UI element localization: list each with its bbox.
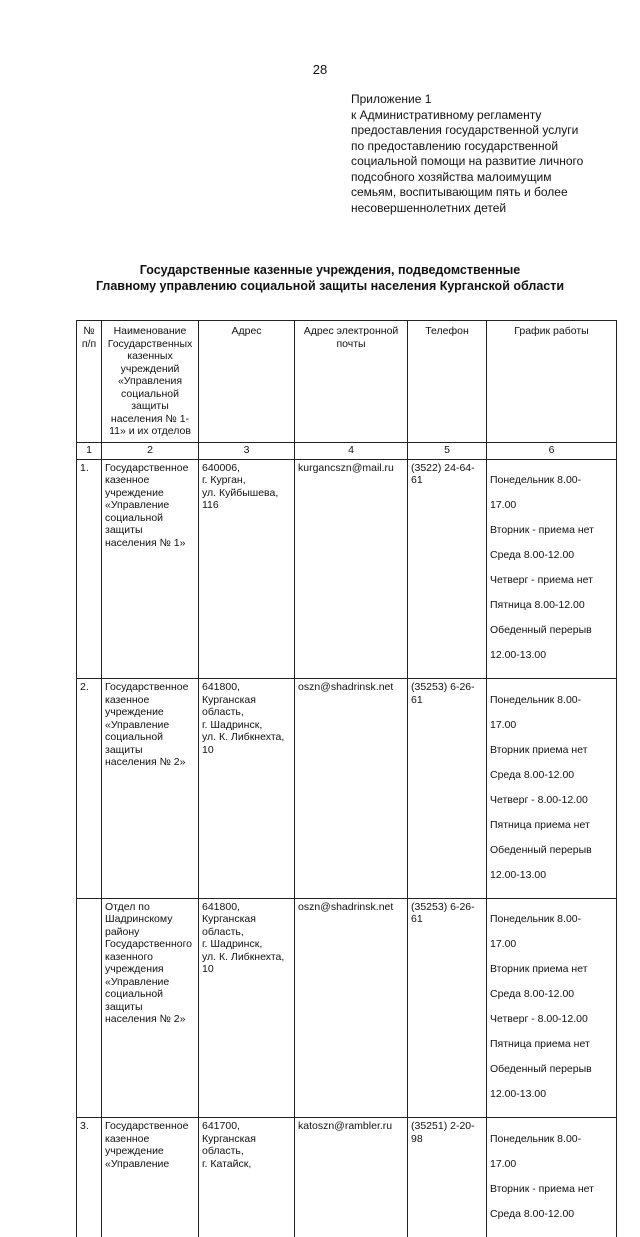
institution-email: oszn@shadrinsk.net [295,898,408,1118]
institution-name: Государственное казенное учреждение «Управление [102,1118,199,1237]
schedule-line: Четверг - 8.00-12.00 [490,793,588,806]
institution-schedule [487,1118,617,1237]
column-number: 3 [199,442,295,459]
row-number: 1. [77,459,102,679]
table-row [77,1118,617,1237]
schedule-line: Понедельник 8.00- [490,693,582,706]
institution-schedule [487,679,617,899]
schedule-line: Обеденный перерыв [490,1063,592,1075]
page-number: 28 [312,62,328,77]
schedule-line: Понедельник 8.00- [490,1132,582,1145]
header-cell-address: Адрес [199,321,295,443]
institution-schedule [487,898,617,1118]
schedule-line: Вторник приема нет [490,743,588,756]
column-number: 1 [77,442,102,459]
schedule-line: 12.00-13.00 [490,868,547,881]
institution-name: Государственное казенное учреждение «Управление социальной защиты населения № 1» [102,459,199,679]
row-number [77,898,102,1118]
schedule-line: Четверг - приема нет [490,574,593,586]
appendix-line: семьям, воспитывающим пять и более [351,185,568,199]
institution-address: 641800, Курганская область, г. Шадринск, ул. К. Либкнехта, 10 [199,679,295,899]
heading-line-1: Государственные казенные учреждения, подведомственные [139,263,521,277]
row-number: 2. [77,679,102,899]
institution-email: oszn@shadrinsk.net [295,679,408,899]
schedule-line: Обеденный перерыв [490,624,592,636]
institution-name: Государственное казенное учреждение «Управление социальной защиты населения № 2» [102,679,199,899]
schedule-line: 17.00 [490,718,517,731]
heading-line-2: Главному управлению социальной защиты населения Курганской области [95,279,565,293]
appendix-line: подсобного хозяйства малоимущим [351,169,552,184]
appendix-line: несовершеннолетних детей [351,200,507,215]
institution-phone: (35253) 6-26- 61 [408,898,487,1118]
schedule-line: Среда 8.00-12.00 [490,768,575,781]
header-cell-number: № п/п [77,321,102,443]
column-number-row [77,442,617,459]
schedule-line: Среда 8.00-12.00 [490,988,575,1000]
institution-address: 640006, г. Курган, ул. Куйбышева, 116 [199,459,295,679]
header-cell-email: Адрес электронной почты [295,321,408,443]
document-heading [40,262,620,294]
institution-address: 641800, Курганская область, г. Шадринск, ул. К. Либкнехта, 10 [199,898,295,1118]
schedule-line: Вторник - приема нет [490,524,594,536]
schedule-line: Вторник - приема нет [490,1182,594,1195]
institutions-table [76,320,617,1237]
institution-address: 641700, Курганская область, г. Катайск, [199,1118,295,1237]
schedule-line: Среда 8.00-12.00 [490,549,575,561]
schedule-line: Пятница приема нет [490,818,590,831]
appendix-line: предоставления государственной услуги [351,123,579,137]
institution-phone: (35253) 6-26- 61 [408,679,487,899]
schedule-line: Понедельник 8.00- [490,474,582,486]
column-number: 6 [487,442,617,459]
schedule-line: 12.00-13.00 [490,1088,547,1100]
header-cell-schedule: График работы [487,321,617,443]
column-number: 2 [102,442,199,459]
appendix-note [351,92,601,216]
institution-name: Отдел по Шадринскому району Государственного казенного учреждения «Управление социальной защиты населения № 2» [102,898,199,1118]
schedule-line: 17.00 [490,1157,517,1170]
schedule-line: Пятница приема нет [490,1038,590,1050]
header-cell-name: Наименование Государственных казенных учреждений «Управления социальной защиты населения № 1- 11» и их отделов [102,321,199,443]
table-row [77,679,617,899]
header-cell-phone: Телефон [408,321,487,443]
schedule-line: Понедельник 8.00- [490,913,582,925]
institution-email: kurgancszn@mail.ru [295,459,408,679]
appendix-line: к Административному регламенту [351,107,542,122]
institution-phone: (35251) 2-20- 98 [408,1118,487,1237]
column-number: 4 [295,442,408,459]
schedule-line: Обеденный перерыв [490,843,592,856]
schedule-line: Среда 8.00-12.00 [490,1207,575,1220]
schedule-line: 17.00 [490,938,517,950]
schedule-line: Вторник приема нет [490,963,588,975]
column-number: 5 [408,442,487,459]
institution-email: katoszn@rambler.ru [295,1118,408,1237]
appendix-line: Приложение 1 [351,92,432,106]
schedule-line: Пятница 8.00-12.00 [490,599,585,611]
table-header-row [77,321,617,443]
schedule-line: 17.00 [490,499,517,511]
schedule-line: 12.00-13.00 [490,649,547,661]
appendix-line: по предоставлению государственной [351,138,559,153]
table-row [77,459,617,679]
row-number: 3. [77,1118,102,1237]
table-row [77,898,617,1118]
appendix-line: социальной помощи на развитие личного [351,154,584,168]
schedule-line: Четверг - 8.00-12.00 [490,1013,588,1025]
institution-schedule [487,459,617,679]
institution-phone: (3522) 24-64- 61 [408,459,487,679]
